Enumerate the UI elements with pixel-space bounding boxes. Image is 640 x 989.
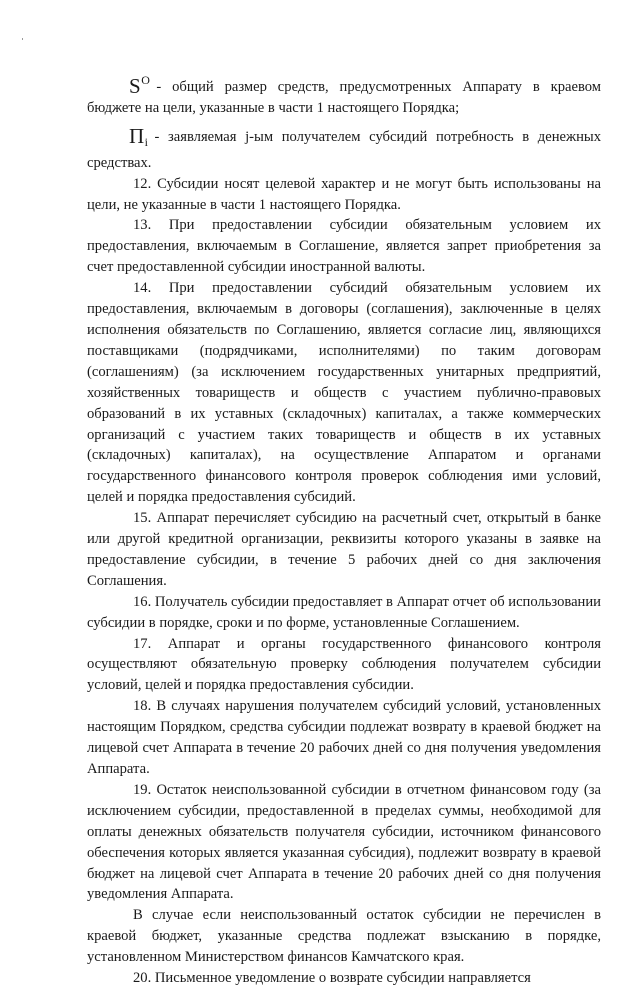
formula-term-s0 (87, 70, 601, 119)
paragraph-16: 16. Получатель субсидии предоставляет в Аппарат отчет об использовании субсидии в порядке, сроки и по форме, установленные Соглашением. (87, 593, 601, 631)
paragraph-12: 12. Субсидии носят целевой характер и не могут быть использованы на цели, не указанные в части 1 настоящего Порядка. (87, 175, 601, 213)
formula-symbol-s0: $S^O$ (129, 73, 151, 98)
scan-speck (22, 38, 23, 40)
paragraph-14: 14. При предоставлении субсидий обязательным условием их предоставления, включаемым в договоры (соглашения), заключенные в целях исполнения обязательств по Соглашению, является согласие лиц, являющихся поставщиками (подрядчиками, исполнителями) по таким договорам (соглашениям) (за исключением государственных унитарных предприятий, хозяйственных товариществ и обществ с участием публично-правовых образований в их уставных (складочных) капиталах, а также коммерческих организаций с участием таких товариществ и обществ в их уставных (складочных) капиталах), на осуществление Аппаратом и органами государственного финансового контроля проверок соблюдения ими условий, целей и порядка предоставления субсидий. (87, 280, 601, 506)
formula-term-pi (87, 123, 601, 174)
paragraph-13: 13. При предоставлении субсидии обязательным условием их предоставления, включаемым в Соглашение, является запрет приобретения за счет предоставленной субсидии иностранной валюты. (87, 217, 601, 276)
formula-term-s0-text: - общий размер средств, предусмотренных Аппарату в краевом бюджете на цели, указанные в части 1 настоящего Порядка; (87, 79, 601, 116)
paragraph-19: 19. Остаток неиспользованной субсидии в отчетном финансовом году (за исключением субсидии, предоставленной в пределах суммы, необходимой для оплаты денежных обязательств получателя субсидии, источником финансового обеспечения которых является указанная субсидия), подлежит возврату в краевой бюджет на лицевой счет Аппарата в течение 20 рабочих дней со дня получения уведомления Аппарата. (87, 781, 601, 903)
paragraph-15: 15. Аппарат перечисляет субсидию на расчетный счет, открытый в банке или другой кредитной организации, реквизиты которого указаны в заявке на предоставление субсидии, в течение 5 рабочих дней со дня заключения Соглашения. (87, 510, 601, 589)
document-body (87, 70, 601, 989)
formula-term-pi-text: - заявляемая j-ым получателем субсидий потребность в денежных средствах. (87, 128, 601, 171)
formula-symbol-pi: $П_i$ (129, 123, 149, 149)
paragraph-20: 20. Письменное уведомление о возврате субсидии направляется (133, 970, 531, 987)
paragraph-19-continuation: В случае если неиспользованный остаток субсидии не перечислен в краевой бюджет, указанные средства подлежат взысканию в порядке, установленном Министерством финансов Камчатского края. (87, 907, 601, 966)
paragraph-17: 17. Аппарат и органы государственного финансового контроля осуществляют обязательную проверку соблюдения получателем субсидии условий, целей и порядка предоставления субсидии. (87, 635, 601, 694)
paragraph-18: 18. В случаях нарушения получателем субсидий условий, установленных настоящим Порядком, средства субсидии подлежат возврату в краевой бюджет на лицевой счет Аппарата в течение 20 рабочих дней со дня получения уведомления Аппарата. (87, 698, 601, 777)
